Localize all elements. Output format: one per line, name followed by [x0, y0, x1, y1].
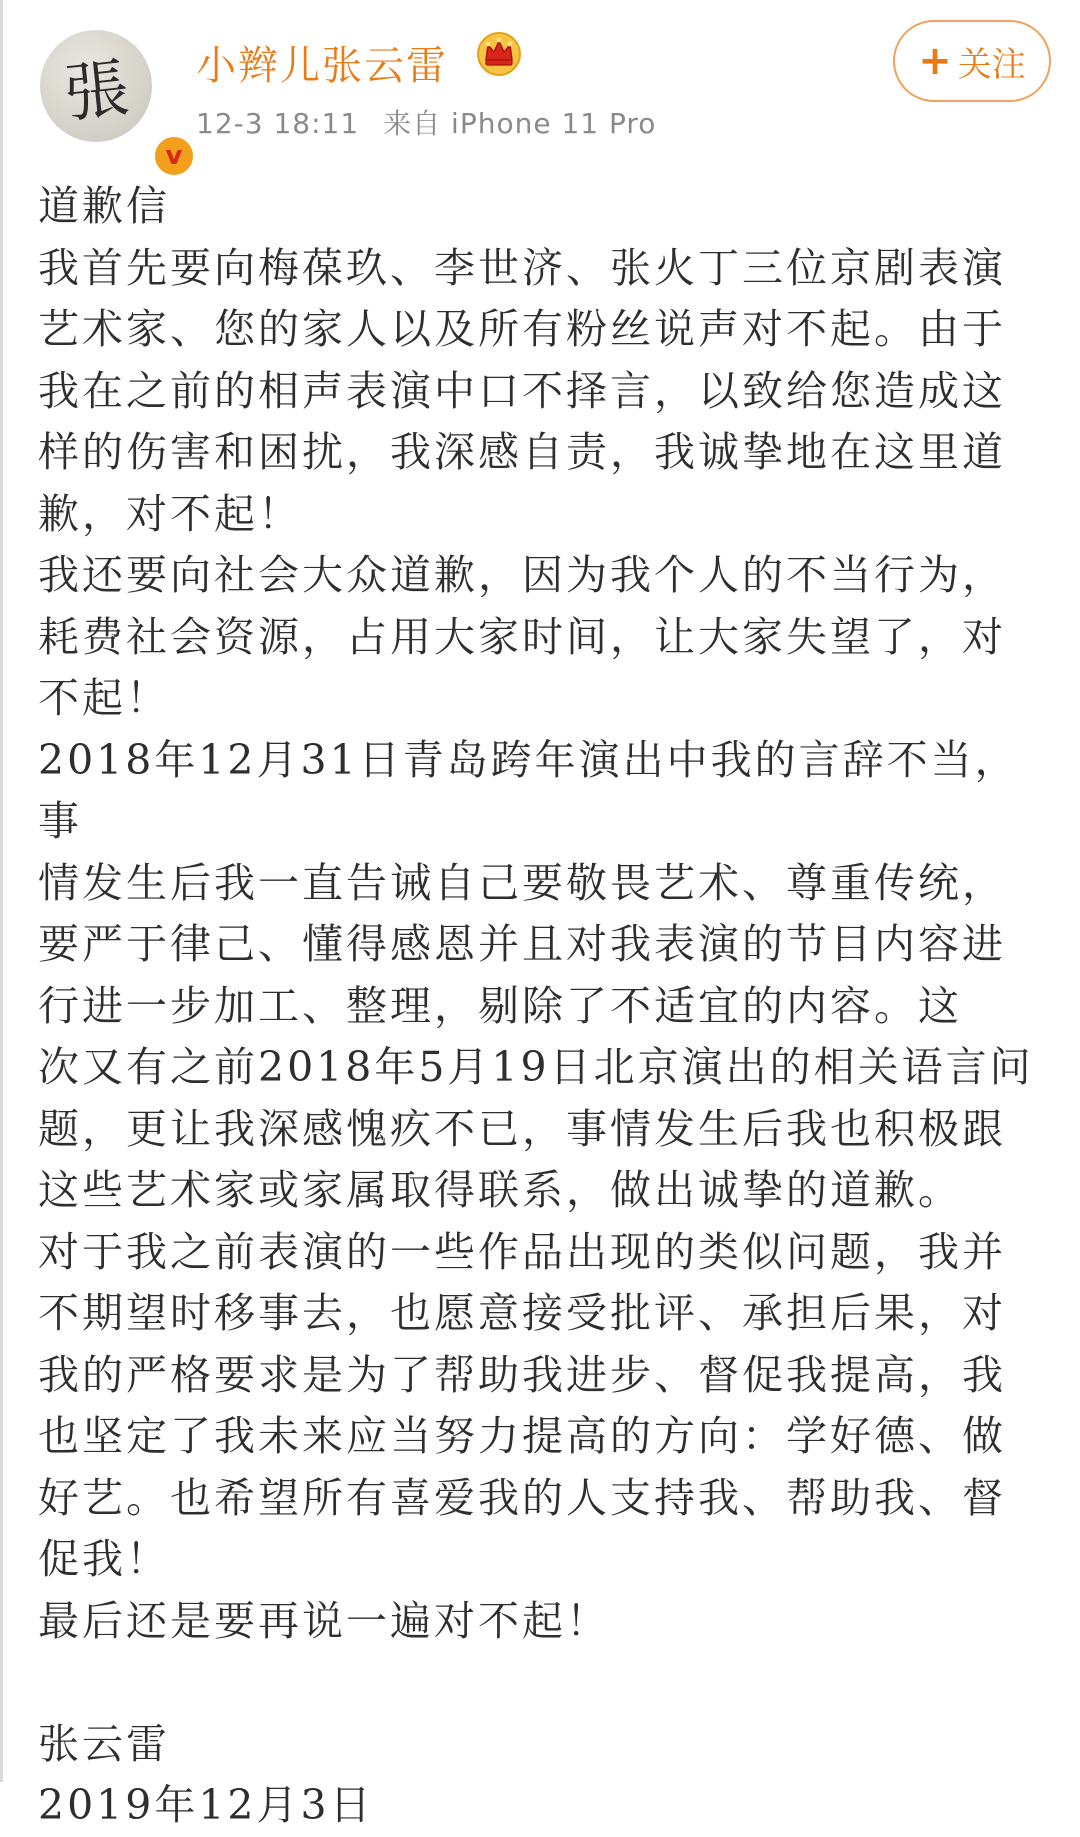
body-line: 不起！ [38, 674, 170, 722]
paragraph-1 [38, 238, 1048, 546]
post-source[interactable]: 来自 iPhone 11 Pro [383, 107, 657, 140]
post-header [0, 0, 1080, 170]
body-line: 也坚定了我未来应当努力提高的方向：学好德、做 [38, 1412, 1006, 1460]
paragraph-2 [38, 545, 1048, 730]
body-line: 促我！ [38, 1535, 170, 1583]
follow-button-label: 关注 [957, 44, 1026, 85]
post-time: 12-3 18:11 [196, 107, 360, 140]
body-line: 好艺。也希望所有喜爱我的人支持我、帮助我、督 [38, 1473, 1006, 1522]
left-edge-divider [0, 0, 3, 1782]
body-line: 我还要向社会大众道歉，因为我个人的不当行为， [38, 551, 1006, 599]
body-line: 耗费社会资源，占用大家时间，让大家失望了，对 [38, 612, 1006, 661]
body-line: 次又有之前2018年5月19日北京演出的相关语言问 [38, 1043, 1034, 1091]
body-line: 我在之前的相声表演中口不择言，以致给您造成这 [38, 366, 1006, 415]
signature: 张云雷 [38, 1719, 170, 1768]
body-line: 题，更让我深感愧疚不已，事情发生后我也积极跟 [38, 1104, 1006, 1153]
post-meta [196, 102, 680, 142]
user-name[interactable]: 小辫儿张云雷 [196, 43, 448, 89]
paragraph-4 [38, 1222, 1048, 1591]
blank-line [38, 1652, 1048, 1714]
avatar[interactable] [40, 30, 183, 171]
post-body [38, 176, 1048, 1837]
body-line: 我首先要向梅葆玖、李世济、张火丁三位京剧表演 [38, 243, 1006, 292]
avatar-calligraphy: 張 [60, 51, 133, 133]
follow-button[interactable] [893, 20, 1051, 102]
body-line: 这些艺术家或家属取得联系，做出诚挚的道歉。 [38, 1166, 962, 1214]
paragraph-3 [38, 730, 1048, 1222]
body-line: 2018年12月31日青岛跨年演出中我的言辞不当，事 [38, 735, 1019, 845]
body-line: 样的伤害和困扰，我深感自责，我诚挚地在这里道 [38, 428, 1006, 476]
body-line: 不期望时移事去，也愿意接受批评、承担后果，对 [38, 1289, 1006, 1337]
body-line: 我的严格要求是为了帮助我进步、督促我提高，我 [38, 1350, 1006, 1399]
body-line: 行进一步加工、整理，剔除了不适宜的内容。这 [38, 981, 962, 1030]
letter-title: 道歉信 [38, 182, 170, 230]
body-line: 情发生后我一直告诫自己要敬畏艺术、尊重传统， [38, 858, 1006, 907]
closing-line: 最后还是要再说一遍对不起！ [38, 1596, 610, 1645]
letter-date: 2019年12月3日 [38, 1781, 374, 1829]
body-line: 对于我之前表演的一些作品出现的类似问题，我并 [38, 1227, 1006, 1276]
body-line: 歉，对不起！ [38, 489, 302, 538]
body-line: 要严于律己、懂得感恩并且对我表演的节目内容进 [38, 920, 1006, 968]
plus-icon: + [918, 38, 952, 84]
body-line: 艺术家、您的家人以及所有粉丝说声对不起。由于 [38, 305, 1006, 353]
crown-icon [476, 30, 522, 76]
verified-icon: v [152, 134, 196, 178]
